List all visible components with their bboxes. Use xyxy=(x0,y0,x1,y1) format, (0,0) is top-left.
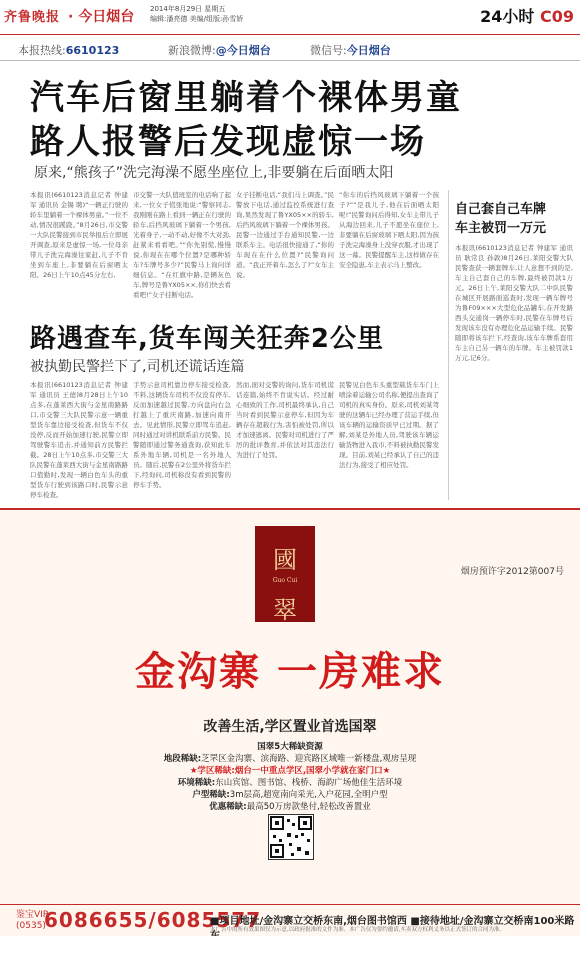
story1-subhead: 原来,“熊孩子”洗完海澡不愿坐座位上,非要躺在后面晒太阳 xyxy=(34,165,394,181)
newspaper-logo: 齐鲁晚报 xyxy=(4,10,61,25)
feature-text: 3m层高,超宽南向采光,入户花园,全明户型 xyxy=(229,790,388,800)
presale-permit: 烟房预许字2012第007号 xyxy=(460,567,564,577)
sidebar-headline-line1: 自己套自己车牌 xyxy=(455,202,547,217)
page-name-text: 今日烟台 xyxy=(78,9,135,25)
qr-code-icon[interactable] xyxy=(268,814,314,860)
sidebar-body: 本报讯(6610123消息记者 钟建军 通讯员 耿常良 孙敦)8月26日,莱阳交警大队民警查获一辆套牌车,让人意想不到的是,车主自己套自己的车牌,最终被罚款1万元。26日上午,莱阳交警大队二中队民警在城区开展路面巡查时,发现一辆车牌号为鲁F09×××大型危化品罐车,在开发路西头交通岗一辆停车时,民警在车牌号后发现该车没有办理危化品运输手续。民警随即将该车拦下,经查询,该车车牌系套用车主自己另一辆车的车牌。车主被罚款1万元,记6分。 xyxy=(455,244,573,362)
story1-column3: 女子挂断电话,“我们马上调查。”民警放下电话,通过监控系统进行查询,果然发现了鲁YX05××的轿车,后挡风玻璃下躺着一个裸体男孩。民警一边通过手台通知民警,一边联系车主。电话很快接通了,“你的车现在在什么位置?”民警询问道。“我正开着车,怎么了?”女车主说。 xyxy=(236,191,334,279)
brand-logo-char1: 國 xyxy=(273,546,297,574)
wechat-label-text: 微信号: xyxy=(310,44,347,57)
ad-feature-layout xyxy=(0,788,580,800)
sidebar-headline-line2: 车主被罚一万元 xyxy=(455,221,547,236)
page-section: 24小时 xyxy=(480,7,535,26)
brand-logo xyxy=(255,526,315,622)
ad-slogan: 改善生活,学区置业首选国翠 xyxy=(203,719,377,735)
sidebar-headline xyxy=(455,200,575,238)
story1-column2: 市交警一大队值班室的电话响了起来,一位女子慌张地说:“警察同志,我刚刚在路上看到一辆正在行驶的轿车,后挡风玻璃下躺着一个男孩,光着身子,一动不动,好像不大对劲,赶紧来看看吧。”“你先别慌,慢慢说,你现在在哪个位置?是哪种轿车?车牌号多少?”民警马上询问详细信息。“在红旗中路,是辆灰色车,牌号是鲁YX05××,你们快去看看吧!”女子挂断电话。 xyxy=(133,191,231,299)
story2-column4: 民警见白色车头重型载货车车门上喷涂着运输公司名称,便提出查询了司机的真实身份。原来,司机刘某驾驶的这辆车已经办理了营运手续,但该车辆的运输资质早已过期。据了解,刘某是外地人员,驾驶该车辆运输货物进入我市,不料被执勤民警发现。目前,刘某已经承认了自己的违法行为,接受了相应处罚。 xyxy=(339,381,439,469)
brand-logo-char2: 翠 xyxy=(273,596,297,624)
story2-column1: 本报讯(6610123消息记者 钟建军 通讯员 王德)8月28日上午10点多,在蓬莱西大街与金星南路路口,市交警三大队民警示意一辆重型货车靠边接受检查,但货车不仅没停,反而开始加速行驶,民警立即驾驶警车追击,并通知前方民警拦截。28日上午10点多,市交警三大队民警在蓬莱西大街与金星南路路口值勤时,发现一辆白色车头的重型货车行驶到该路口时,民警示意停车检查。 xyxy=(30,381,128,499)
project-address: ■项目地址/金沟寨立交桥东南,烟台图书馆西 ■接待地址/金沟寨立交桥南100米路 xyxy=(210,916,575,927)
story2-headline: 路遇查车,货车闯关狂奔2公里 xyxy=(30,324,384,354)
column-divider xyxy=(448,190,449,500)
ad-headline: 金沟寨 一房难求 xyxy=(135,649,445,695)
page-number xyxy=(480,4,574,27)
feature-label: 优惠稀缺: xyxy=(209,802,247,812)
hotline-label xyxy=(18,42,119,58)
brand-logo-sub: Guo Cui xyxy=(272,577,298,584)
header-meta xyxy=(150,4,243,24)
story1-headline-line1: 汽车后窗里躺着个裸体男童 xyxy=(30,78,462,118)
hotline-label-text: 本报热线: xyxy=(18,44,66,57)
story1-column1: 本报讯(6610123消息记者 钟建军 通讯员 金锡 聘)“一辆正行驶的轿车里躺着一个裸体男童。”一位不动,情况很蹊跷。”8月26日,市交警一大队民警接到市民举报后立即展开调查,原来是虚惊一场,一位母亲带儿子洗完海澡往家赶,儿子不肯坐到车座上,非要躺在后窗晒太阳。26日上午10点45分左右, xyxy=(30,191,128,279)
hotline-number: 6610123 xyxy=(65,44,120,57)
ad-feature-school xyxy=(0,764,580,776)
editor-credits: 编辑:潘亮德 美编/组版:孙雪娇 xyxy=(150,15,244,23)
contact-phone: 6086655/6085577 xyxy=(44,908,262,932)
page-bottom-margin xyxy=(0,936,580,975)
story2-column2: 手势示意司机靠边停车接受检查,不料,这辆货车司机不仅没有停车,反而加速越过民警,方向盘向右急打越上了重庆南路,加速向南开去。见此情形,民警立即驾车追赶,同时通过对讲机联系前方民警。民警随即通过警务通查询,获知此车系外地车辆,司机是一名外地人员。随后,民警在2公里外将货车拦下,经询问,司机称没有看到民警的停车手势。 xyxy=(133,381,231,489)
story2-column3: 然而,面对交警的询问,货车司机谎话连篇,始终不肯说实话。经过耐心细致的工作,司机最终承认,自己当时看到民警示意停车,但因为车辆存在超载行为,害怕被处罚,所以才加速逃离。民警对司机进行了严厉的批评教育,并依法对其违法行为进行了处罚。 xyxy=(236,381,334,459)
ad-fine-print: 本广告中的所有效果图仅为示意,以政府批准的文件为准。本广告仅为要约邀请,买卖双方权利义务以正式签订的合同为准。 xyxy=(210,927,506,933)
page-name: · 今日烟台 xyxy=(68,9,135,25)
ad-feature-discount xyxy=(0,800,580,812)
story2-subhead: 被执勤民警拦下了,司机还谎话连篇 xyxy=(30,359,245,375)
weibo-label xyxy=(168,42,271,58)
page-code: C09 xyxy=(539,7,574,26)
issue-date: 2014年8月29日 星期五 xyxy=(150,5,226,13)
feature-label: 环境稀缺: xyxy=(177,778,216,788)
wechat-label xyxy=(310,42,391,58)
feature-text: 芝罘区金沟寨、滨海路、迎宾路区域唯一新楼盘,观房呈现 xyxy=(201,754,417,764)
weibo-handle: @今日烟台 xyxy=(215,44,271,57)
vip-label-text: 鉴宝VIP xyxy=(16,910,49,920)
feature-text: 最高50万房款垫付,轻松改善置业 xyxy=(246,802,371,812)
ad-feature-location xyxy=(0,752,580,764)
story1-column4: “你车的后挡风玻璃下躺着一个孩子?”“是我儿子,他在后面晒太阳呢!”民警询问后得知,女车主带儿子从海边回来,儿子不愿坐在座位上,非要躺在后窗玻璃下晒太阳,因为孩子洗完海澡身上没穿衣服,才出现了这一幕。民警提醒车主,这样做存在安全隐患,车主表示马上整改。 xyxy=(339,191,439,269)
feature-label: 地段稀缺: xyxy=(163,754,202,764)
wechat-handle: 今日烟台 xyxy=(346,44,391,57)
ad-resources-heading: 国翠5大稀缺资源 xyxy=(257,742,323,752)
feature-text: 东山宾馆、图书馆、栈桥、海韵广场他佳生活环境 xyxy=(215,778,403,788)
feature-label: 户型稀缺: xyxy=(192,790,230,800)
feature-text: ★学区稀缺:烟台一中重点学区,国翠小学就在家门口★ xyxy=(189,766,391,776)
area-code: (0535) xyxy=(16,921,46,931)
ad-feature-environment xyxy=(0,776,580,788)
weibo-label-text: 新浪微博: xyxy=(168,44,216,57)
hotline-bar xyxy=(0,38,580,61)
story1-headline-line2: 路人报警后发现虚惊一场 xyxy=(30,122,426,162)
